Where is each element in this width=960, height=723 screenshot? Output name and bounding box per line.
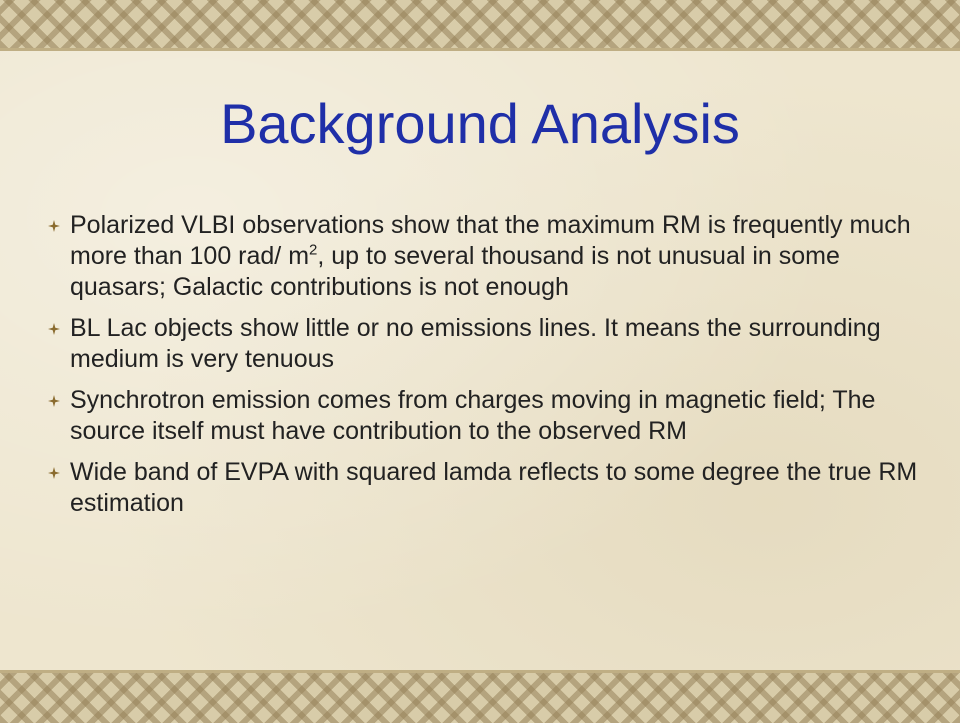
decorative-border-top [0, 0, 960, 51]
bullet-text-4: Wide band of EVPA with squared lamda reflects to some degree the true RM estimation [70, 458, 918, 517]
list-item [48, 457, 920, 519]
bullet-text-2: BL Lac objects show little or no emissions lines. It means the surrounding medium is very tenuous [70, 314, 881, 373]
bullet-text-1a: Polarized VLBI observations show that the maximum RM is frequently much more than 100 rad/ m [70, 211, 911, 270]
diamond-star-icon [48, 323, 60, 335]
decorative-border-bottom [0, 670, 960, 723]
diamond-star-icon [48, 395, 60, 407]
bullet-text-1b: , up to several thousand is not unusual in some quasars; Galactic contributions is not enough [70, 242, 840, 301]
slide-title: Background Analysis [220, 92, 740, 155]
list-item [48, 210, 920, 303]
bullet-text-3: Synchrotron emission comes from charges moving in magnetic field; The source itself must have contribution to the observed RM [70, 386, 876, 445]
bullet-superscript: 2 [309, 241, 318, 259]
list-item [48, 385, 920, 447]
list-item [48, 313, 920, 375]
bullet-list [48, 210, 920, 529]
diamond-star-icon [48, 467, 60, 479]
diamond-star-icon [48, 220, 60, 232]
